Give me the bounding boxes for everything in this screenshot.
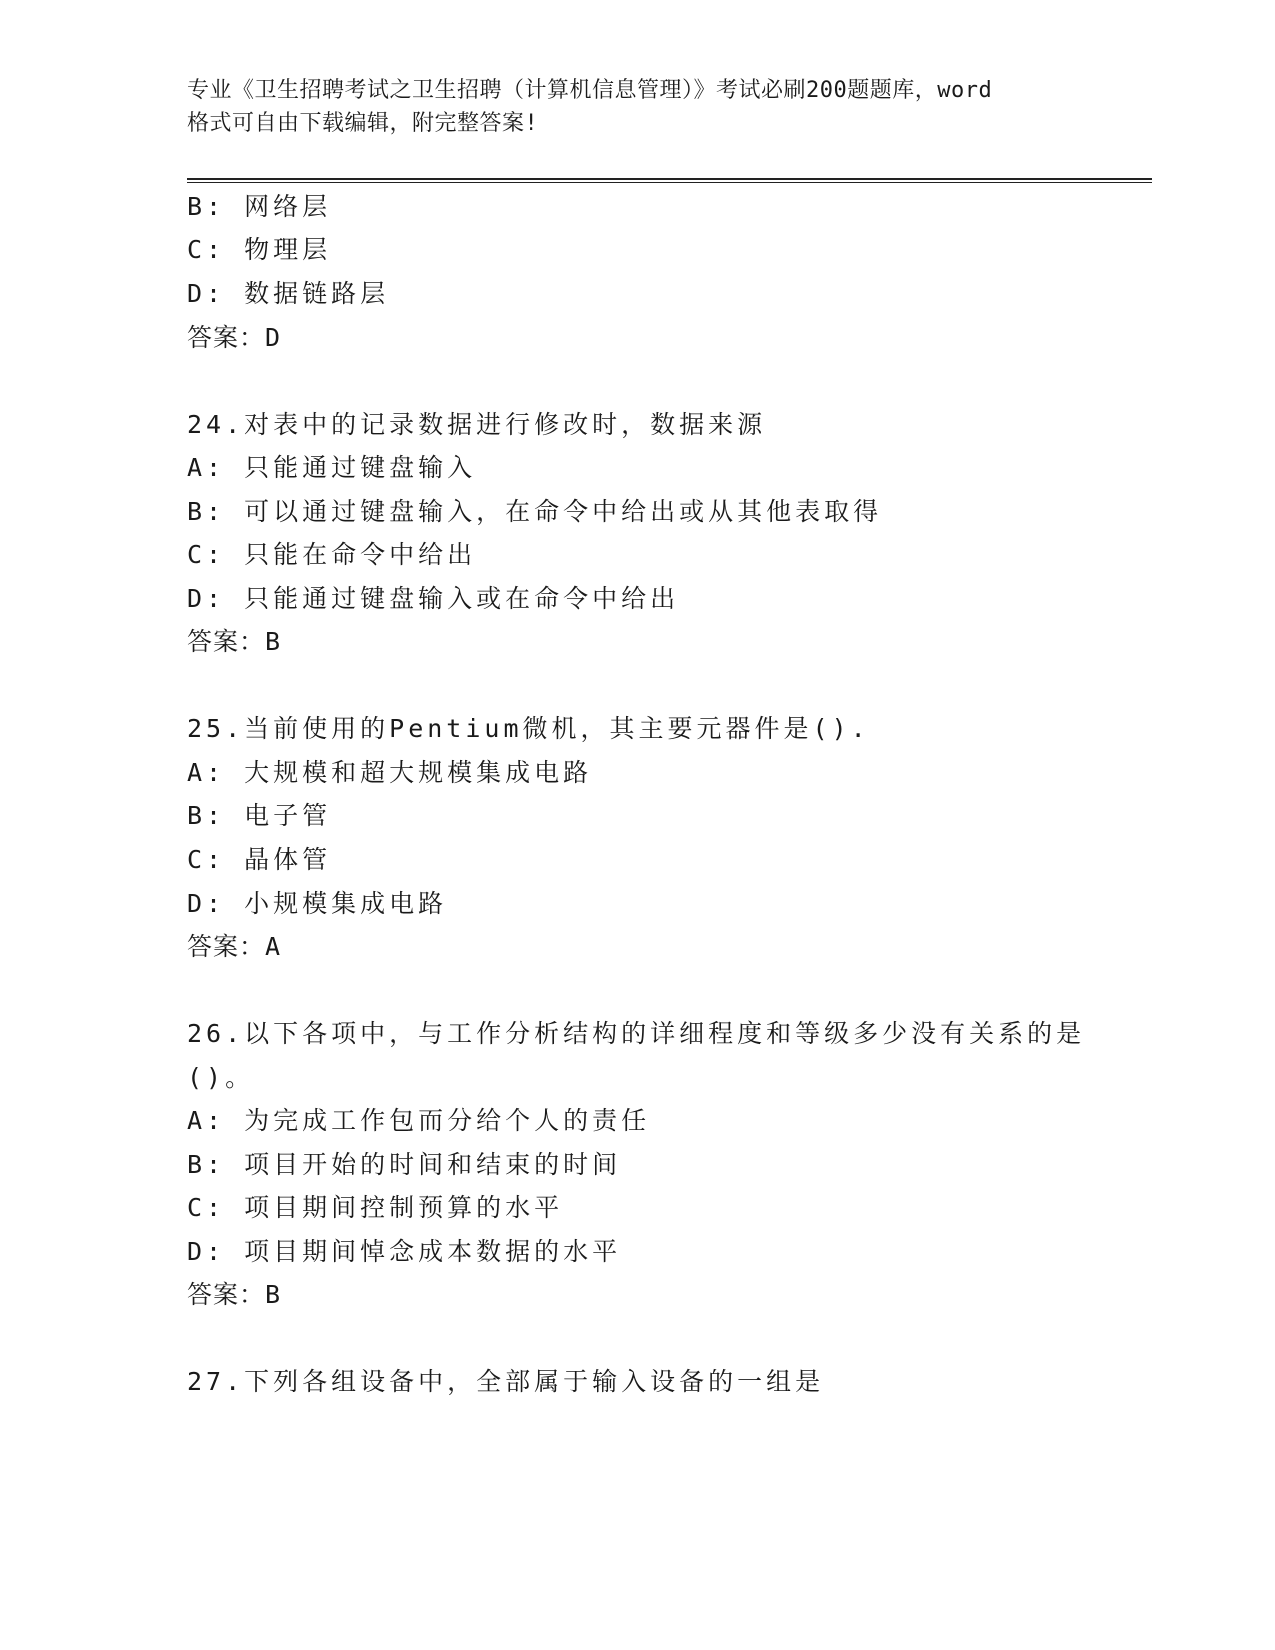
q25-option-d: D: 小规模集成电路 — [187, 889, 448, 918]
q23-answer: 答案：D — [187, 323, 282, 352]
q24-question: 24.对表中的记录数据进行修改时，数据来源 — [187, 410, 767, 439]
q26-answer: 答案：B — [187, 1280, 282, 1309]
q26-question-line-1: 26.以下各项中，与工作分析结构的详细程度和等级多少没有关系的是 — [187, 1019, 1086, 1048]
header-divider — [187, 178, 1152, 183]
q26-question-line-2: ()。 — [187, 1063, 255, 1092]
q26-option-d: D: 项目期间悼念成本数据的水平 — [187, 1237, 622, 1266]
q25-answer: 答案：A — [187, 932, 282, 961]
q26-option-b: B: 项目开始的时间和结束的时间 — [187, 1150, 622, 1179]
q25-question: 25.当前使用的Pentium微机，其主要元器件是(). — [187, 714, 870, 743]
q26-option-c: C: 项目期间控制预算的水平 — [187, 1193, 564, 1222]
header-title-line-1: 专业《卫生招聘考试之卫生招聘（计算机信息管理）》考试必刷200题题库，word — [187, 78, 993, 103]
q26-option-a: A: 为完成工作包而分给个人的责任 — [187, 1106, 651, 1135]
q25-option-a: A: 大规模和超大规模集成电路 — [187, 758, 593, 787]
q24-option-d: D: 只能通过键盘输入或在命令中给出 — [187, 584, 680, 613]
q23-option-c: C: 物理层 — [187, 235, 332, 264]
header-title-line-2: 格式可自由下载编辑，附完整答案! — [187, 111, 539, 136]
document-header — [187, 74, 1087, 140]
q25-option-b: B: 电子管 — [187, 801, 332, 830]
q25-option-c: C: 晶体管 — [187, 845, 332, 874]
q24-answer: 答案：B — [187, 627, 282, 656]
q24-option-b: B: 可以通过键盘输入，在命令中给出或从其他表取得 — [187, 497, 883, 526]
q23-option-b: B: 网络层 — [187, 192, 332, 221]
q23-option-d: D: 数据链路层 — [187, 279, 390, 308]
q24-option-a: A: 只能通过键盘输入 — [187, 453, 477, 482]
q27-question: 27.下列各组设备中，全部属于输入设备的一组是 — [187, 1367, 825, 1396]
q24-option-c: C: 只能在命令中给出 — [187, 540, 477, 569]
